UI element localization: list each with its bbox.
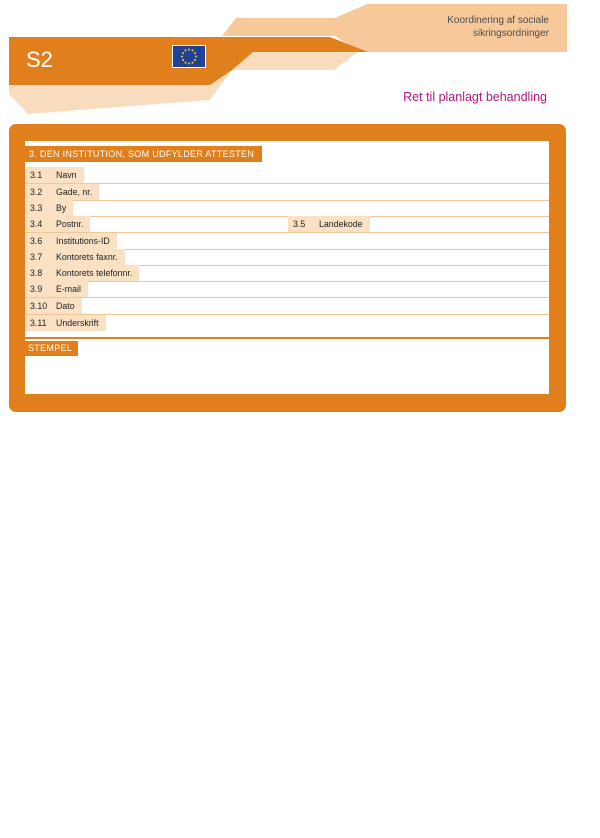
- institution-section: [25, 141, 549, 337]
- field-label-landekode: 3.5 Landekode: [288, 216, 370, 232]
- field-row-faxnr[interactable]: [25, 249, 549, 266]
- field-row-navn[interactable]: [25, 167, 549, 184]
- field-label: 3.6 Institutions-ID: [25, 233, 117, 249]
- form-code: S2: [26, 47, 53, 72]
- stamp-label: STEMPEL: [25, 341, 78, 356]
- field-label: 3.7 Kontorets faxnr.: [25, 249, 125, 265]
- field-row-underskrift[interactable]: [25, 315, 549, 331]
- field-label: 3.8 Kontorets telefonnr.: [25, 265, 139, 281]
- field-row-postnr[interactable]: [25, 216, 549, 233]
- stamp-area[interactable]: [25, 339, 549, 394]
- field-row-gade[interactable]: [25, 184, 549, 201]
- field-label: 3.11 Underskrift: [25, 315, 106, 331]
- field-label: 3.9 E-mail: [25, 281, 88, 297]
- form-subtitle: Ret til planlagt behandling: [403, 90, 547, 104]
- field-row-email[interactable]: [25, 281, 549, 298]
- organisation-title-line2: sikringsordninger: [472, 28, 549, 39]
- field-label: 3.10 Dato: [25, 298, 82, 314]
- organisation-title-line1: Koordinering af sociale: [447, 15, 549, 26]
- field-label: 3.3 By: [25, 200, 73, 216]
- section-title: 3. DEN INSTITUTION, SOM UDFYLDER ATTESTEN: [25, 146, 262, 162]
- field-label: 3.1 Navn: [25, 167, 84, 183]
- field-row-telefonnr[interactable]: [25, 265, 549, 282]
- field-row-dato[interactable]: [25, 298, 549, 315]
- field-label: 3.4 Postnr.: [25, 216, 90, 232]
- organisation-title: [329, 14, 549, 40]
- field-row-by[interactable]: [25, 200, 549, 217]
- field-row-institutions-id[interactable]: [25, 233, 549, 250]
- eu-flag-icon: [172, 45, 206, 68]
- eu-stars: [173, 46, 205, 67]
- field-label: 3.2 Gade, nr.: [25, 184, 99, 200]
